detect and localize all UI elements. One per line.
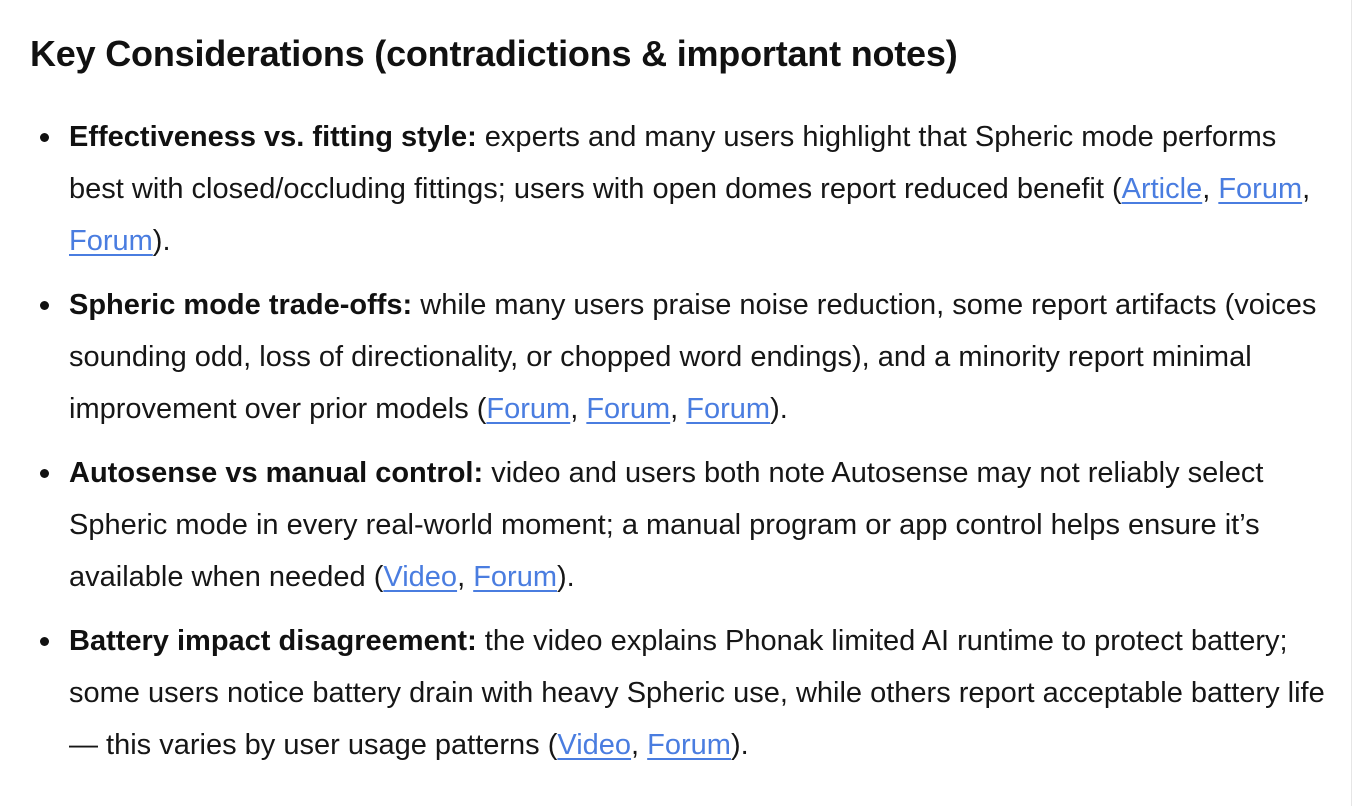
item-lead: Effectiveness vs. fitting style: bbox=[69, 121, 477, 153]
item-lead: Battery impact disagreement: bbox=[69, 625, 477, 657]
link-separator: , bbox=[570, 393, 587, 425]
source-link[interactable]: Forum bbox=[586, 393, 671, 425]
list-item bbox=[30, 279, 1330, 435]
list-item bbox=[30, 615, 1330, 771]
item-text: while many users praise noise reduction, some report artifacts (voices sounding odd, loss of directionality, or chopped word endings), and a minority report minimal improvement over prior models ( bbox=[69, 289, 1317, 425]
item-close: ). bbox=[730, 729, 749, 761]
item-lead: Autosense vs manual control: bbox=[69, 457, 484, 489]
list-item bbox=[30, 111, 1330, 267]
item-text: experts and many users highlight that Spheric mode performs best with closed/occluding fittings; users with open domes report reduced benefit ( bbox=[69, 121, 1277, 205]
source-link[interactable]: Article bbox=[1121, 173, 1203, 205]
item-text: video and users both note Autosense may not reliably select Spheric mode in every real-world moment; a manual program or app control helps ensure it’s available when needed ( bbox=[69, 457, 1264, 593]
link-separator: , bbox=[1302, 173, 1311, 205]
source-link[interactable]: Forum bbox=[686, 393, 771, 425]
content-edge-divider bbox=[1351, 0, 1352, 806]
bullet-icon bbox=[40, 133, 49, 142]
bullet-icon bbox=[40, 301, 49, 310]
item-text: the video explains Phonak limited AI runtime to protect battery; some users notice battery drain with heavy Spheric use, while others report acceptable battery life — this varies by user usage patterns ( bbox=[69, 625, 1325, 761]
bullet-icon bbox=[40, 637, 49, 646]
source-link[interactable]: Forum bbox=[473, 561, 557, 593]
link-separator: , bbox=[670, 393, 687, 425]
list-item bbox=[30, 447, 1330, 603]
source-link[interactable]: Forum bbox=[486, 393, 571, 425]
link-separator: , bbox=[1202, 173, 1219, 205]
section-heading: Key Considerations (contradictions & important notes) bbox=[30, 33, 958, 74]
source-link[interactable]: Video bbox=[557, 729, 632, 761]
source-link[interactable]: Forum bbox=[1218, 173, 1303, 205]
link-separator: , bbox=[457, 561, 474, 593]
source-link[interactable]: Video bbox=[383, 561, 458, 593]
link-separator: , bbox=[631, 729, 648, 761]
document-content bbox=[30, 0, 1330, 783]
item-close: ). bbox=[152, 225, 171, 257]
bullet-icon bbox=[40, 469, 49, 478]
item-lead: Spheric mode trade-offs: bbox=[69, 289, 413, 321]
item-close: ). bbox=[556, 561, 575, 593]
considerations-list bbox=[30, 111, 1330, 771]
item-close: ). bbox=[770, 393, 788, 425]
source-link[interactable]: Forum bbox=[69, 225, 153, 257]
source-link[interactable]: Forum bbox=[647, 729, 731, 761]
